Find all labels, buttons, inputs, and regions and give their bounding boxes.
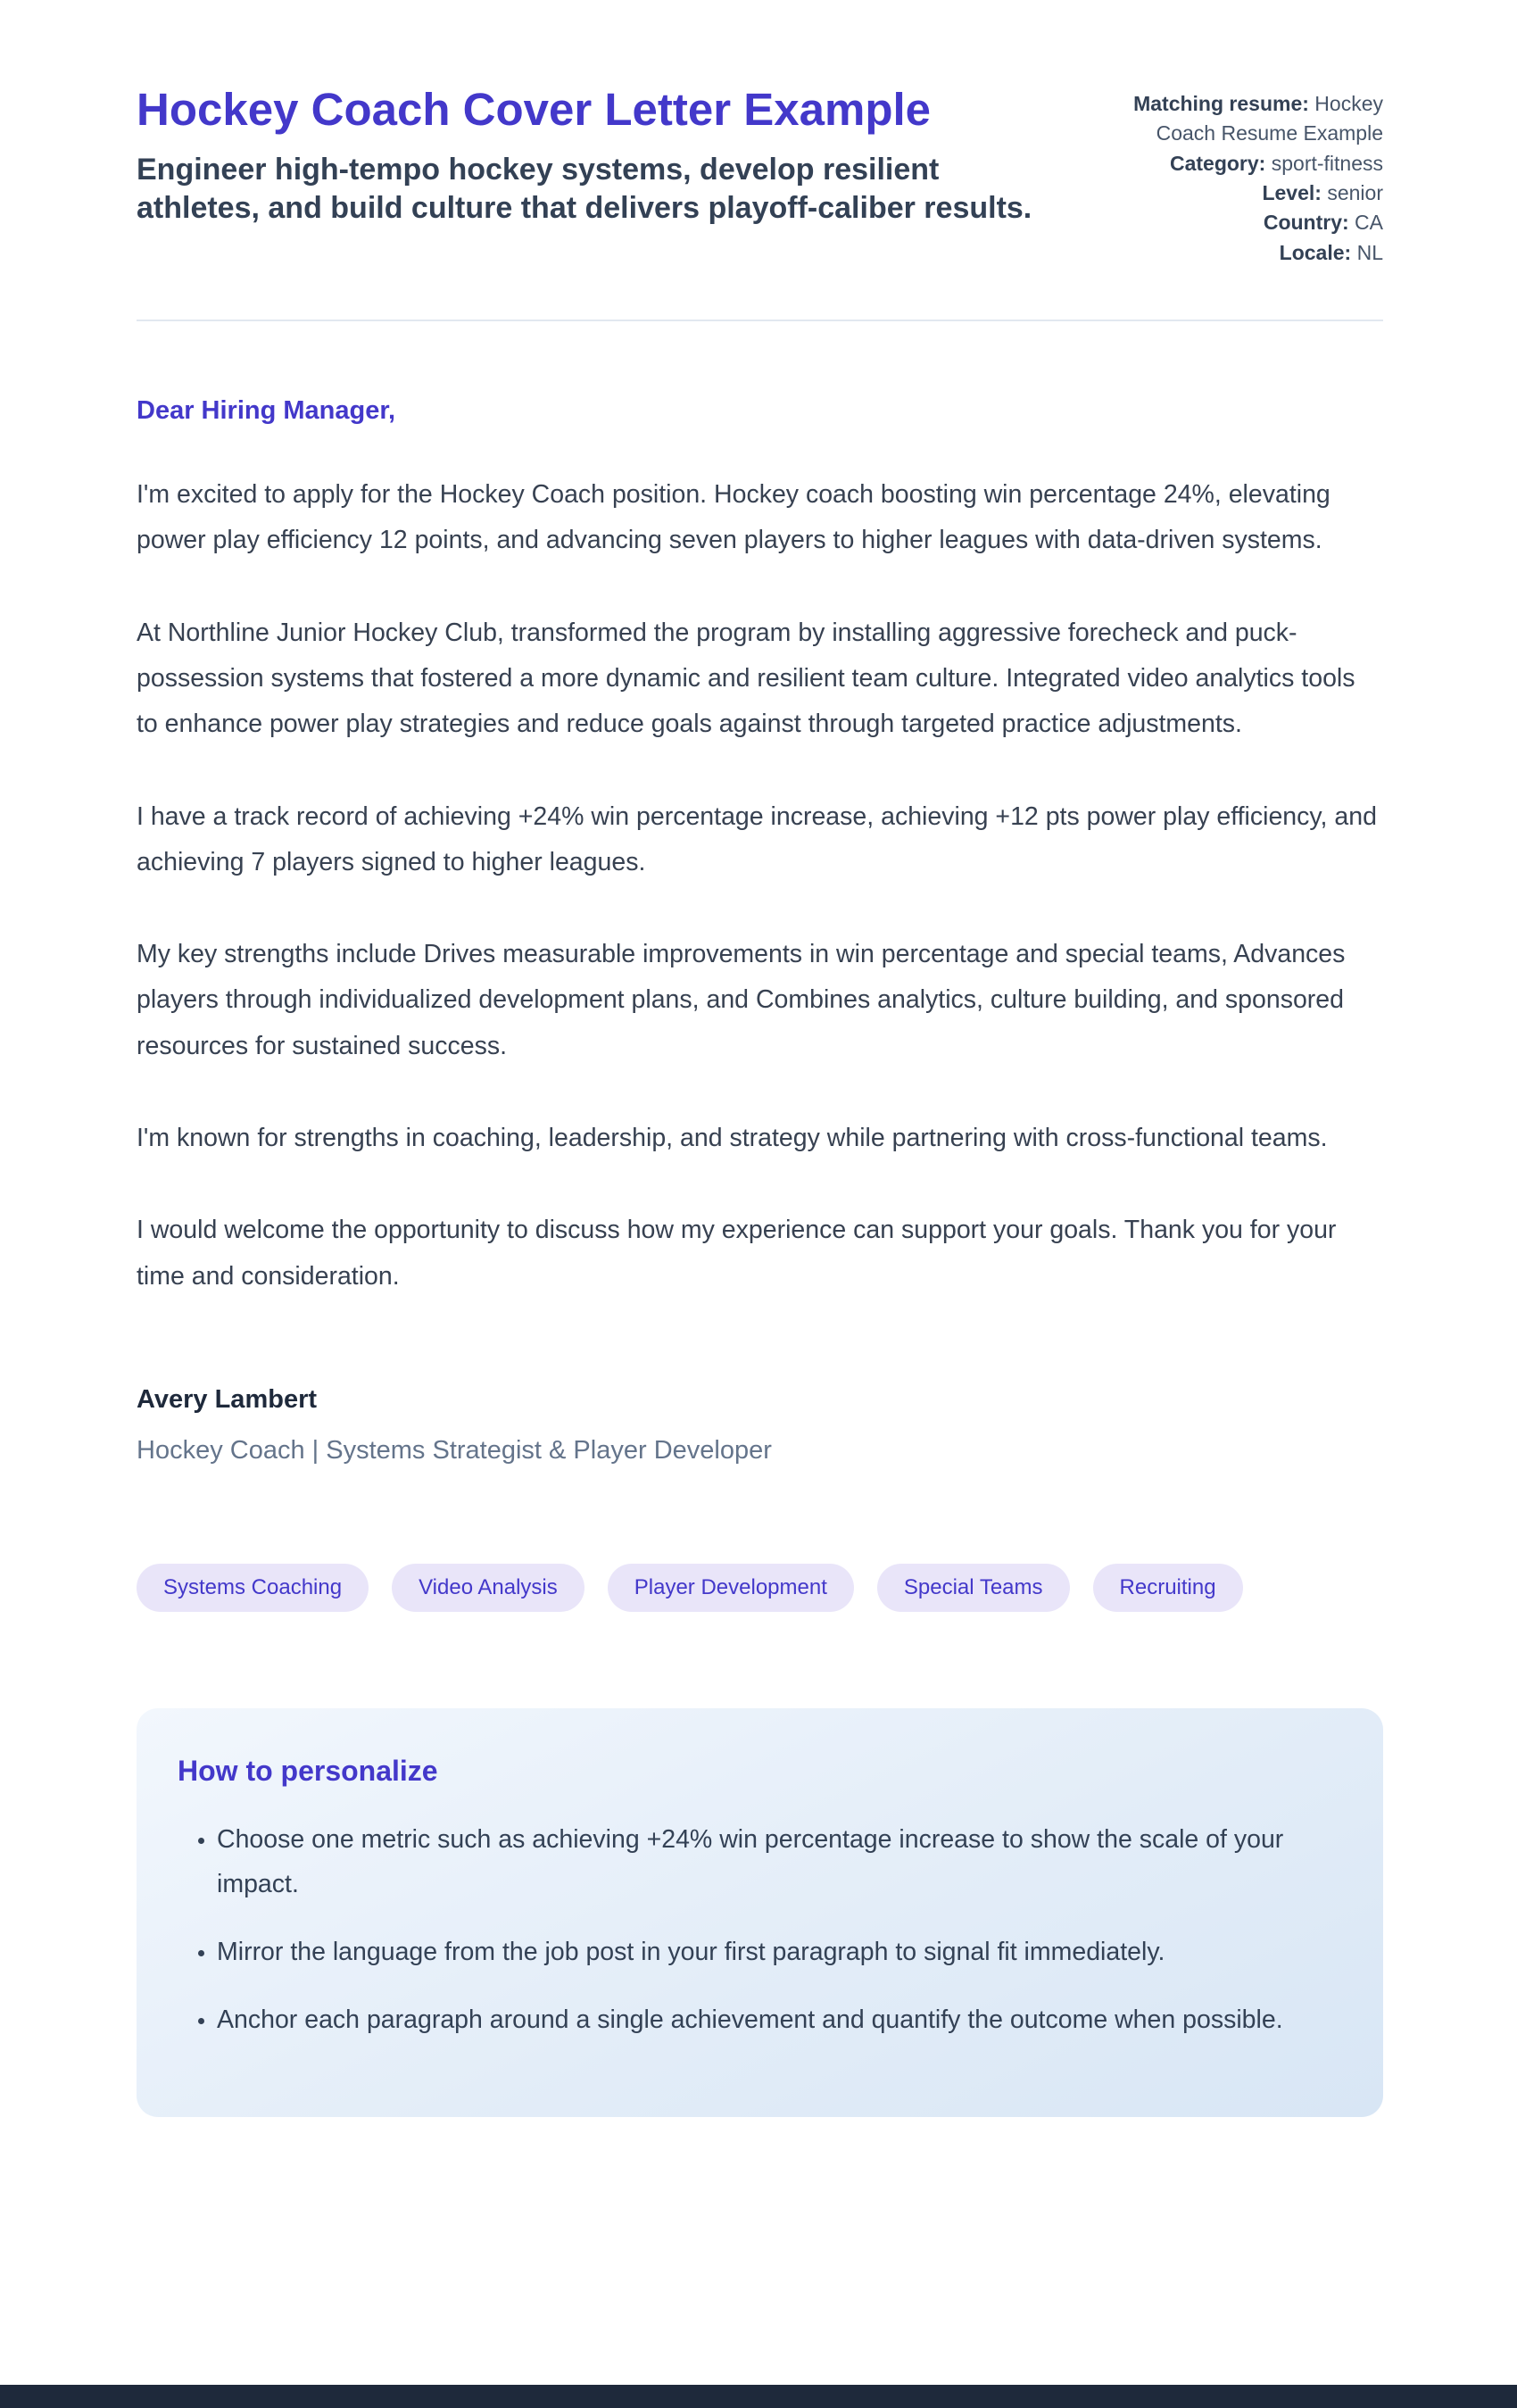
header-divider: [137, 320, 1383, 321]
resume-meta-panel: [1115, 82, 1383, 268]
tag-systems-coaching[interactable]: Systems Coaching: [137, 1564, 369, 1612]
personalize-tip: • Anchor each paragraph around a single achievement and quantify the outcome when possible.: [217, 1998, 1306, 2043]
meta-matching-resume-value: Hockey Coach Resume Example: [1156, 92, 1383, 145]
personalize-tip: • Choose one metric such as achieving +24% win percentage increase to show the scale of your impact.: [217, 1818, 1306, 1907]
page-subtitle: Engineer high-tempo hockey systems, develop resilient athletes, and build culture that delivers playoff-caliber results.: [137, 153, 1032, 226]
signature-name: Avery Lambert: [137, 1384, 318, 1414]
personalize-title: How to personalize: [178, 1754, 438, 1787]
personalize-tips-list: [178, 1818, 1333, 2043]
meta-category-label: Category:: [1169, 151, 1266, 175]
meta-locale: [1115, 238, 1383, 268]
meta-level-value: senior: [1327, 181, 1383, 205]
letter-salutation: Dear Hiring Manager,: [137, 396, 396, 426]
letter-paragraph: I'm excited to apply for the Hockey Coach position. Hockey coach boosting win percentage 24%, elevating power play efficiency 12 points, and advancing seven players to higher leagues with data-driven systems.: [137, 480, 1330, 555]
letter-paragraph: I'm known for strengths in coaching, leadership, and strategy while partnering with cross-functional teams.: [137, 1124, 1328, 1153]
tag-recruiting[interactable]: Recruiting: [1093, 1564, 1243, 1612]
tag-special-teams[interactable]: Special Teams: [877, 1564, 1070, 1612]
meta-category: [1115, 149, 1383, 179]
footer-bar: [0, 2385, 1517, 2408]
page-title: Hockey Coach Cover Letter Example: [137, 84, 932, 135]
meta-country-value: CA: [1355, 211, 1383, 235]
letter-paragraph: At Northline Junior Hockey Club, transformed the program by installing aggressive forecheck and puck-possession systems that fostered a more dynamic and resilient team culture. Integrated video analytics tools to enhance power play strategies and reduce goals against through targeted practice adjustments.: [137, 618, 1355, 739]
signature-role: Hockey Coach | Systems Strategist & Player Developer: [137, 1435, 772, 1465]
meta-matching-resume: [1115, 89, 1383, 149]
meta-country: [1115, 208, 1383, 237]
personalize-tip: • Mirror the language from the job post in your first paragraph to signal fit immediately.: [217, 1931, 1306, 1975]
meta-matching-resume-label: Matching resume:: [1133, 92, 1309, 115]
skill-tags: [137, 1564, 1383, 1612]
meta-country-label: Country:: [1263, 211, 1349, 235]
letter-body: [137, 396, 1383, 2117]
tag-player-development[interactable]: Player Development: [608, 1564, 854, 1612]
meta-locale-value: NL: [1356, 240, 1383, 264]
meta-category-value: sport-fitness: [1271, 151, 1383, 175]
letter-paragraph: My key strengths include Drives measurable improvements in win percentage and special teams, Advances players through individualized development plans, and Combines analytics, culture building, and sponsored resources for sustained success.: [137, 940, 1346, 1060]
meta-locale-label: Locale:: [1279, 240, 1352, 264]
tag-video-analysis[interactable]: Video Analysis: [392, 1564, 584, 1612]
how-to-personalize-box: [137, 1708, 1383, 2118]
meta-level-label: Level:: [1262, 181, 1322, 205]
header-title-block: [137, 82, 1080, 228]
letter-paragraph: I would welcome the opportunity to discuss how my experience can support your goals. Thank you for your time and consideration.: [137, 1216, 1337, 1291]
meta-level: [1115, 179, 1383, 208]
page-header: [137, 82, 1383, 268]
letter-paragraph: I have a track record of achieving +24% win percentage increase, achieving +12 pts power play efficiency, and achieving 7 players signed to higher leagues.: [137, 801, 1377, 876]
